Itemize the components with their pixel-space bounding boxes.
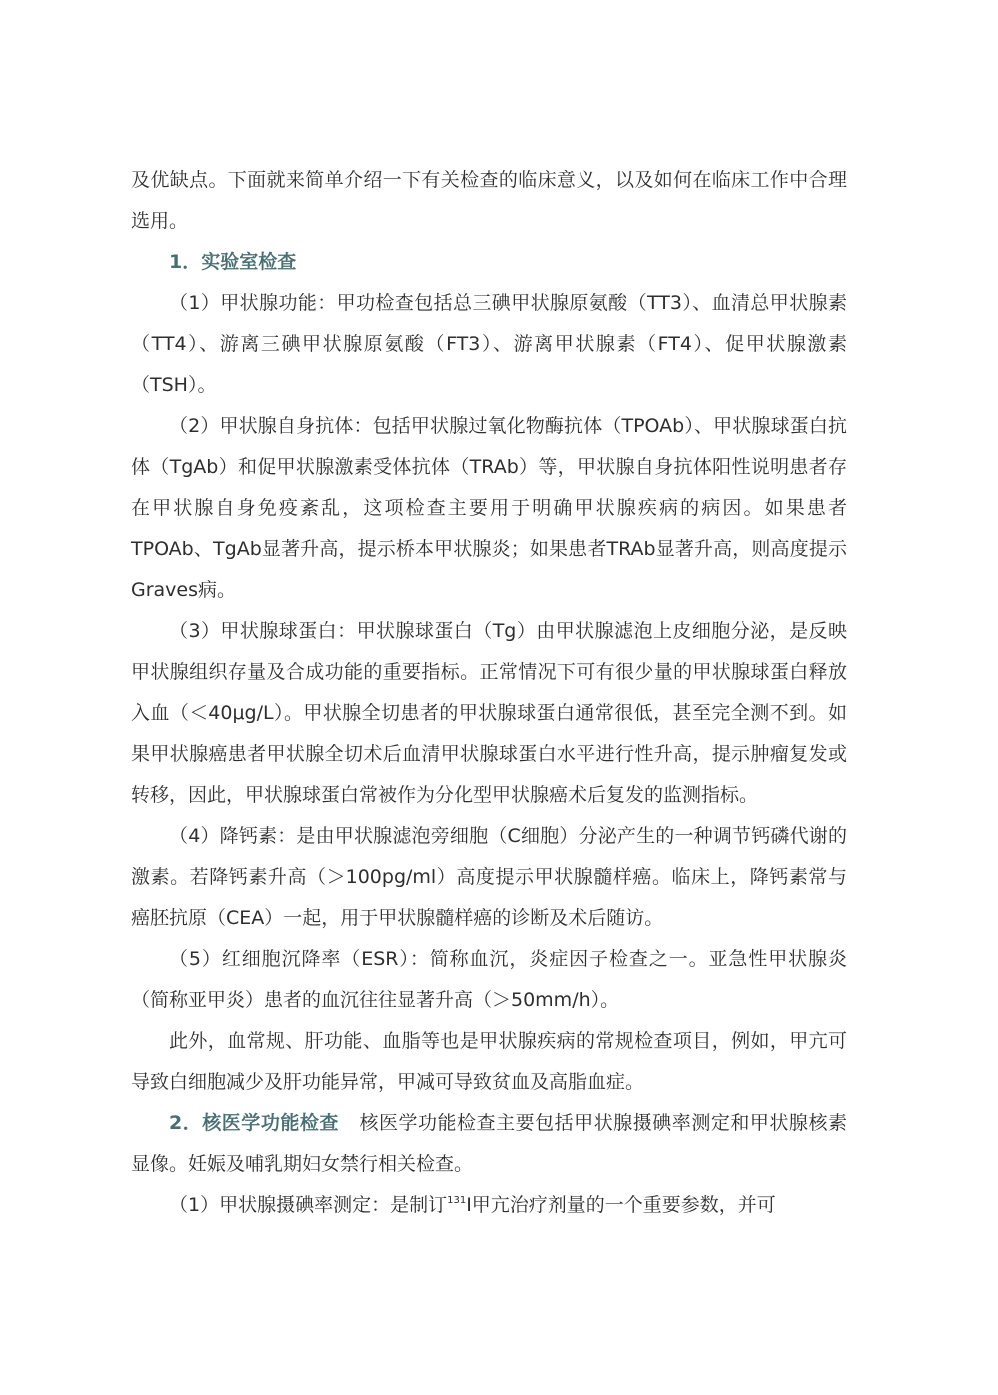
section-text-nuclear-medicine: 核医学功能检查主要包括甲状腺摄碘率测定和甲状腺核素显像。妊娠及哺乳期妇女禁行相关检查。 [131,1112,847,1175]
paragraph-thyroid-function: （1）甲状腺功能：甲功检查包括总三碘甲状腺原氨酸（TT3）、血清总甲状腺素（TT4）、游离三碘甲状腺原氨酸（FT3）、游离甲状腺素（FT4）、促甲状腺激素（TSH）。 [131,292,847,396]
paragraph-thyroglobulin: （3）甲状腺球蛋白：甲状腺球蛋白（Tg）由甲状腺滤泡上皮细胞分泌，是反映甲状腺组织存量及合成功能的重要指标。正常情况下可有很少量的甲状腺球蛋白释放入血（＜40μg/L）。甲状腺全切患者的甲状腺球蛋白通常很低，甚至完全测不到。如果甲状腺癌患者甲状腺全切术后血清甲状腺球蛋白水平进行性升高，提示肿瘤复发或转移，因此，甲状腺球蛋白常被作为分化型甲状腺癌术后复发的监测指标。 [131,620,847,806]
paragraph-thyroid-antibodies: （2）甲状腺自身抗体：包括甲状腺过氧化物酶抗体（TPOAb）、甲状腺球蛋白抗体（TgAb）和促甲状腺激素受体抗体（TRAb）等，甲状腺自身抗体阳性说明患者存在甲状腺自身免疫紊乱，这项检查主要用于明确甲状腺疾病的病因。如果患者TPOAb、TgAb显著升高，提示桥本甲状腺炎；如果患者TRAb显著升高，则高度提示Graves病。 [131,415,847,601]
paragraph-nuclear-medicine [131,1103,847,1185]
paragraph-iodine-uptake [131,1185,847,1226]
isotope-superscript: 131 [447,1195,467,1206]
intro-paragraph: 及优缺点。下面就来简单介绍一下有关检查的临床意义，以及如何在临床工作中合理选用。 [131,169,847,232]
document-page [131,160,847,1226]
paragraph-esr: （5）红细胞沉降率（ESR）：简称血沉，炎症因子检查之一。亚急性甲状腺炎（简称亚甲炎）患者的血沉往往显著升高（＞50mm/h）。 [131,948,847,1011]
section-heading-nuclear-medicine: 2．核医学功能检查 [169,1112,339,1134]
section-heading-lab-tests: 1．实验室检查 [169,251,297,273]
iodine-uptake-text-start: （1）甲状腺摄碘率测定：是制订 [169,1194,448,1216]
paragraph-calcitonin: （4）降钙素：是由甲状腺滤泡旁细胞（C细胞）分泌产生的一种调节钙磷代谢的激素。若降钙素升高（＞100pg/ml）高度提示甲状腺髓样癌。临床上，降钙素常与癌胚抗原（CEA）一起，用于甲状腺髓样癌的诊断及术后随访。 [131,825,847,929]
paragraph-other-tests: 此外，血常规、肝功能、血脂等也是甲状腺疾病的常规检查项目，例如，甲亢可导致白细胞减少及肝功能异常，甲减可导致贫血及高脂血症。 [131,1030,847,1093]
iodine-uptake-text-end: I甲亢治疗剂量的一个重要参数，并可 [466,1194,776,1216]
